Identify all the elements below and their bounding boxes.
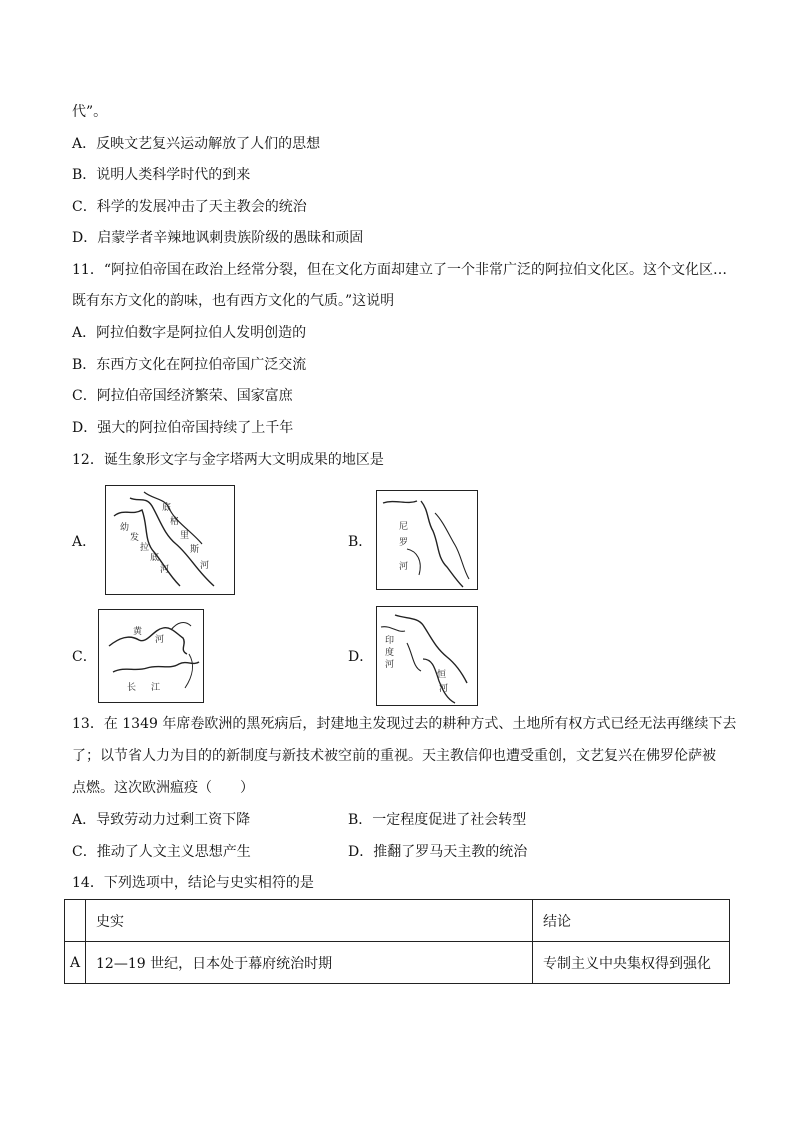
map-a-char-2: 发	[130, 533, 140, 543]
map-a-char-1: 幼	[120, 523, 130, 533]
table-header-cell: 结论	[533, 900, 730, 942]
table-header-row	[65, 900, 730, 942]
map-a-char-10: 河	[200, 561, 210, 571]
map-a-char-8: 里	[180, 531, 190, 541]
map-c-char-2: 河	[155, 635, 165, 645]
q12-label-c: C．	[72, 649, 97, 665]
q14-table	[64, 899, 730, 984]
table-row	[65, 942, 730, 984]
map-c-char-3: 长	[127, 683, 137, 693]
map-c-char-4: 江	[151, 683, 161, 693]
map-a-char-7: 格	[170, 517, 180, 527]
map-b-char-2: 罗	[399, 538, 409, 548]
map-d-char-4: 恒	[437, 670, 447, 680]
q13-stem-line2: 了；以节省人力为目的的新制度与新技术被空前的重视。天主教信仰也遭受重创，文艺复兴在佛罗伦萨被	[72, 748, 716, 764]
q11-option-c: C．阿拉伯帝国经济繁荣、国家富庶	[72, 388, 293, 404]
q13-option-b: B．一定程度促进了社会转型	[348, 812, 527, 828]
q13-option-a: A．导致劳动力过剩工资下降	[72, 812, 251, 828]
map-china	[98, 609, 204, 703]
q13-stem-line3: 点燃。这次欧洲瘟疫（ ）	[72, 780, 254, 796]
map-b-char-1: 尼	[399, 522, 409, 532]
q11-option-b: B．东西方文化在阿拉伯帝国广泛交流	[72, 357, 307, 373]
q12-stem: 12．诞生象形文字与金字塔两大文明成果的地区是	[72, 452, 384, 468]
table-header-cell: 史实	[86, 900, 533, 942]
q10-option-c: C．科学的发展冲击了天主教会的统治	[72, 199, 307, 215]
q10-stem-tail: 代”。	[72, 104, 108, 120]
q13-option-c: C．推动了人文主义思想产生	[72, 844, 251, 860]
map-a-char-5: 河	[160, 565, 170, 575]
table-header-cell	[65, 900, 86, 942]
map-a-char-4: 底	[150, 553, 160, 563]
map-india	[376, 606, 478, 706]
map-d-char-2: 度	[385, 648, 395, 658]
table-cell: 专制主义中央集权得到强化	[533, 942, 730, 984]
map-d-char-1: 印	[385, 636, 395, 646]
map-c-char-1: 黄	[133, 627, 143, 637]
map-d-char-3: 河	[385, 660, 395, 670]
q12-label-b: B．	[348, 534, 373, 550]
q10-option-b: B．说明人类科学时代的到来	[72, 167, 251, 183]
q11-option-d: D．强大的阿拉伯帝国持续了上千年	[72, 420, 294, 436]
q11-option-a: A．阿拉伯数字是阿拉伯人发明创造的	[72, 325, 307, 341]
q10-option-a: A．反映文艺复兴运动解放了人们的思想	[72, 136, 321, 152]
q10-option-d: D．启蒙学者辛辣地讽刺贵族阶级的愚昧和顽固	[72, 230, 364, 246]
q11-stem-line1: 11．“阿拉伯帝国在政治上经常分裂，但在文化方面却建立了一个非常广泛的阿拉伯文化区。这个文化区…	[72, 262, 727, 278]
map-b-char-3: 河	[399, 562, 409, 572]
table-cell: 12—19 世纪，日本处于幕府统治时期	[86, 942, 533, 984]
q13-option-d: D．推翻了罗马天主教的统治	[348, 844, 528, 860]
q12-label-a: A．	[72, 534, 97, 550]
q13-stem-line1: 13．在 1349 年席卷欧洲的黑死病后，封建地主发现过去的耕种方式、土地所有权方式已经无法再继续下去	[72, 716, 737, 732]
map-mesopotamia	[105, 485, 235, 595]
map-a-char-3: 拉	[140, 543, 150, 553]
q11-stem-line2: 既有东方文化的韵味，也有西方文化的气质。”这说明	[72, 293, 395, 309]
table-cell: A	[65, 942, 86, 984]
q12-label-d: D．	[348, 649, 374, 665]
map-d-char-5: 河	[439, 684, 449, 694]
map-a-char-6: 底	[162, 503, 172, 513]
map-a-char-9: 斯	[190, 545, 200, 555]
map-nile	[376, 490, 478, 590]
q14-stem: 14．下列选项中，结论与史实相符的是	[72, 875, 314, 891]
